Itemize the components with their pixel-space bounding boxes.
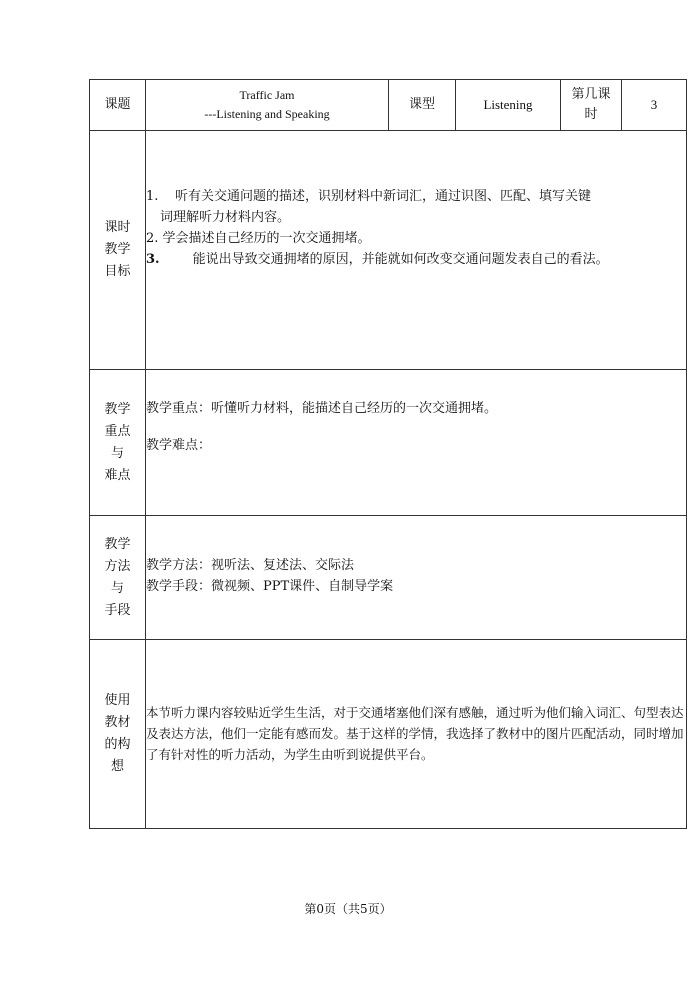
objective-item-1 bbox=[146, 186, 686, 207]
type-value: Listening bbox=[456, 80, 561, 131]
objectives-content bbox=[146, 131, 687, 370]
period-value: 3 bbox=[622, 80, 687, 131]
objective-item-1-cont: 词理解听力材料内容。 bbox=[160, 210, 291, 225]
focus-content bbox=[146, 370, 687, 516]
teaching-means: 教学手段：微视频、PPT课件、自制导学案 bbox=[146, 579, 394, 594]
materials-label-line4: 想 bbox=[110, 759, 124, 774]
objective-2-num: 2. bbox=[146, 231, 159, 246]
objective-3-text: 能说出导致交通拥堵的原因，并能就如何改变交通问题发表自己的看法。 bbox=[192, 252, 609, 267]
objective-item-3 bbox=[146, 249, 686, 270]
objective-3-num: 3. bbox=[146, 252, 160, 267]
objective-item-2 bbox=[146, 228, 686, 249]
materials-label-line2: 教材 bbox=[104, 715, 131, 730]
methods-label-line2: 方法 bbox=[104, 558, 131, 574]
focus-row bbox=[90, 370, 687, 516]
materials-content: 本节听力课内容较贴近学生生活，对于交通堵塞他们深有感触，通过听为他们输入词汇、句型表达及表达方法，他们一定能有感而发。基于这样的学情，我选择了教材中的图片匹配活动，同时增加了有针对性的听力活动，为学生由听到说提供平台。 bbox=[146, 640, 687, 829]
objective-2-text: 学会描述自己经历的一次交通拥堵。 bbox=[162, 231, 371, 246]
objective-1-text: 听有关交通问题的描述，识别材料中新词汇，通过识图、匹配、填写关键 bbox=[174, 189, 591, 204]
difficulty: 教学难点： bbox=[146, 438, 212, 453]
objectives-label-line1: 课时 bbox=[104, 220, 131, 235]
methods-label-line1: 教学 bbox=[104, 536, 131, 552]
period-label bbox=[561, 80, 622, 131]
period-label-line2: 时 bbox=[584, 107, 598, 122]
methods-label bbox=[90, 516, 146, 640]
objectives-label-line2: 教学 bbox=[104, 242, 131, 257]
methods-label-line3: 与 bbox=[110, 580, 124, 596]
focus-label-line3: 与 bbox=[110, 445, 124, 461]
topic-subtitle: ---Listening and Speaking bbox=[204, 107, 330, 121]
materials-label-line3: 的构 bbox=[104, 737, 131, 752]
focus-label-line1: 教学 bbox=[104, 401, 131, 417]
key-point: 教学重点：听懂听力材料，能描述自己经历的一次交通拥堵。 bbox=[146, 401, 498, 416]
topic-label: 课题 bbox=[90, 80, 146, 131]
topic-title: Traffic Jam bbox=[239, 88, 295, 102]
materials-label bbox=[90, 640, 146, 829]
materials-row bbox=[90, 640, 687, 829]
objectives-label-line3: 目标 bbox=[104, 264, 131, 279]
methods-row bbox=[90, 516, 687, 640]
objectives-row bbox=[90, 131, 687, 370]
focus-label bbox=[90, 370, 146, 516]
objectives-label bbox=[90, 131, 146, 370]
teaching-method: 教学方法：视听法、复述法、交际法 bbox=[146, 558, 355, 573]
topic-value bbox=[146, 80, 389, 131]
type-label: 课型 bbox=[389, 80, 456, 131]
focus-label-line2: 重点 bbox=[104, 423, 131, 439]
focus-label-line4: 难点 bbox=[104, 467, 131, 483]
lesson-plan-table bbox=[89, 79, 687, 829]
materials-label-line1: 使用 bbox=[104, 693, 131, 708]
period-label-line1: 第几课 bbox=[571, 87, 611, 102]
methods-content bbox=[146, 516, 687, 640]
methods-label-line4: 手段 bbox=[104, 602, 131, 618]
header-row bbox=[90, 80, 687, 131]
objective-1-num: 1. bbox=[146, 189, 159, 204]
page-footer: 第0页（共5页） bbox=[304, 902, 392, 916]
